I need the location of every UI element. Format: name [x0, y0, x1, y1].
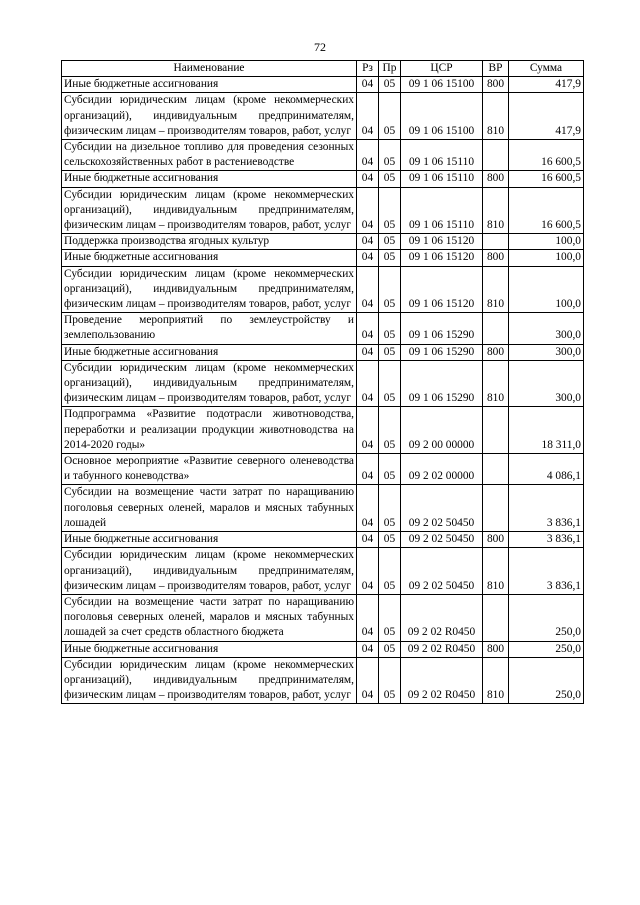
cell-vr: 810	[483, 360, 509, 407]
cell-vr: 810	[483, 548, 509, 595]
cell-name: Проведение мероприятий по землеустройству и землепользованию	[62, 313, 357, 344]
cell-csr: 09 1 06 15290	[401, 360, 483, 407]
cell-sum: 4 086,1	[509, 454, 584, 485]
column-header-vr: ВР	[483, 61, 509, 77]
cell-name: Иные бюджетные ассигнования	[62, 77, 357, 93]
cell-csr: 09 1 06 15120	[401, 266, 483, 313]
cell-rz: 04	[357, 77, 379, 93]
cell-name: Субсидии на дизельное топливо для проведения сезонных сельскохозяйственных работ в растениеводстве	[62, 140, 357, 171]
cell-rz: 04	[357, 532, 379, 548]
cell-name: Иные бюджетные ассигнования	[62, 532, 357, 548]
table-row	[62, 344, 584, 360]
cell-pr: 05	[379, 485, 401, 532]
cell-pr: 05	[379, 234, 401, 250]
page-number: 72	[314, 40, 326, 54]
table-row	[62, 266, 584, 313]
cell-pr: 05	[379, 140, 401, 171]
cell-rz: 04	[357, 140, 379, 171]
cell-name: Субсидии юридическим лицам (кроме некоммерческих организаций), индивидуальным предпринимателям, физическим лицам – производителям товаров, работ, услуг	[62, 187, 357, 234]
table-row	[62, 485, 584, 532]
cell-vr: 810	[483, 187, 509, 234]
cell-name: Подпрограмма «Развитие подотрасли животноводства, переработки и реализации продукции животноводства на 2014-2020 годы»	[62, 407, 357, 454]
cell-pr: 05	[379, 344, 401, 360]
cell-pr: 05	[379, 250, 401, 266]
table-row	[62, 313, 584, 344]
table-row	[62, 187, 584, 234]
cell-pr: 05	[379, 360, 401, 407]
cell-pr: 05	[379, 77, 401, 93]
cell-name: Субсидии юридическим лицам (кроме некоммерческих организаций), индивидуальным предпринимателям, физическим лицам – производителям товаров, работ, услуг	[62, 93, 357, 140]
cell-csr: 09 1 06 15290	[401, 313, 483, 344]
cell-name: Субсидии юридическим лицам (кроме некоммерческих организаций), индивидуальным предпринимателям, физическим лицам – производителям товаров, работ, услуг	[62, 266, 357, 313]
table-row	[62, 360, 584, 407]
cell-vr	[483, 234, 509, 250]
cell-rz: 04	[357, 187, 379, 234]
cell-pr: 05	[379, 548, 401, 595]
cell-pr: 05	[379, 313, 401, 344]
cell-csr: 09 1 06 15290	[401, 344, 483, 360]
cell-csr: 09 2 02 50450	[401, 548, 483, 595]
cell-rz: 04	[357, 485, 379, 532]
cell-sum: 417,9	[509, 93, 584, 140]
cell-name: Иные бюджетные ассигнования	[62, 171, 357, 187]
cell-sum: 250,0	[509, 594, 584, 641]
cell-vr	[483, 407, 509, 454]
table-row	[62, 532, 584, 548]
cell-vr: 810	[483, 266, 509, 313]
cell-name: Иные бюджетные ассигнования	[62, 641, 357, 657]
cell-vr: 800	[483, 171, 509, 187]
table-row	[62, 93, 584, 140]
cell-sum: 250,0	[509, 641, 584, 657]
cell-vr: 800	[483, 532, 509, 548]
cell-csr: 09 1 06 15100	[401, 93, 483, 140]
cell-rz: 04	[357, 266, 379, 313]
cell-csr: 09 2 02 50450	[401, 532, 483, 548]
cell-csr: 09 1 06 15110	[401, 140, 483, 171]
cell-vr: 800	[483, 344, 509, 360]
table-row	[62, 641, 584, 657]
cell-rz: 04	[357, 594, 379, 641]
column-header-csr: ЦСР	[401, 61, 483, 77]
column-header-sum: Сумма	[509, 61, 584, 77]
cell-pr: 05	[379, 594, 401, 641]
cell-sum: 16 600,5	[509, 140, 584, 171]
cell-csr: 09 2 02 50450	[401, 485, 483, 532]
cell-rz: 04	[357, 313, 379, 344]
cell-csr: 09 1 06 15110	[401, 187, 483, 234]
cell-vr: 800	[483, 77, 509, 93]
cell-sum: 18 311,0	[509, 407, 584, 454]
cell-pr: 05	[379, 266, 401, 313]
cell-vr: 810	[483, 93, 509, 140]
cell-name: Субсидии юридическим лицам (кроме некоммерческих организаций), индивидуальным предпринимателям, физическим лицам – производителям товаров, работ, услуг	[62, 360, 357, 407]
cell-rz: 04	[357, 407, 379, 454]
cell-csr: 09 1 06 15120	[401, 234, 483, 250]
cell-pr: 05	[379, 532, 401, 548]
cell-sum: 300,0	[509, 360, 584, 407]
cell-rz: 04	[357, 454, 379, 485]
table-row	[62, 407, 584, 454]
cell-pr: 05	[379, 171, 401, 187]
column-header-pr: Пр	[379, 61, 401, 77]
cell-csr: 09 2 02 R0450	[401, 594, 483, 641]
column-header-name: Наименование	[62, 61, 357, 77]
cell-sum: 3 836,1	[509, 485, 584, 532]
cell-rz: 04	[357, 344, 379, 360]
cell-sum: 100,0	[509, 266, 584, 313]
cell-vr	[483, 313, 509, 344]
cell-vr: 800	[483, 250, 509, 266]
cell-name: Субсидии на возмещение части затрат по наращиванию поголовья северных оленей, маралов и мясных табунных лошадей	[62, 485, 357, 532]
cell-sum: 16 600,5	[509, 171, 584, 187]
cell-csr: 09 2 02 R0450	[401, 641, 483, 657]
cell-rz: 04	[357, 234, 379, 250]
cell-vr	[483, 485, 509, 532]
table-row	[62, 234, 584, 250]
cell-csr: 09 2 00 00000	[401, 407, 483, 454]
cell-csr: 09 2 02 R0450	[401, 657, 483, 704]
cell-name: Основное мероприятие «Развитие северного оленеводства и табунного коневодства»	[62, 454, 357, 485]
cell-sum: 417,9	[509, 77, 584, 93]
cell-sum: 3 836,1	[509, 532, 584, 548]
table-row	[62, 171, 584, 187]
cell-rz: 04	[357, 657, 379, 704]
table-body	[62, 77, 584, 704]
table-row	[62, 250, 584, 266]
cell-pr: 05	[379, 641, 401, 657]
cell-pr: 05	[379, 407, 401, 454]
cell-rz: 04	[357, 171, 379, 187]
cell-rz: 04	[357, 93, 379, 140]
cell-vr	[483, 594, 509, 641]
cell-pr: 05	[379, 93, 401, 140]
cell-vr: 810	[483, 657, 509, 704]
cell-rz: 04	[357, 250, 379, 266]
cell-sum: 100,0	[509, 234, 584, 250]
cell-csr: 09 1 06 15100	[401, 77, 483, 93]
cell-rz: 04	[357, 548, 379, 595]
cell-sum: 16 600,5	[509, 187, 584, 234]
cell-name: Иные бюджетные ассигнования	[62, 344, 357, 360]
cell-name: Поддержка производства ягодных культур	[62, 234, 357, 250]
table-row	[62, 454, 584, 485]
cell-csr: 09 1 06 15120	[401, 250, 483, 266]
cell-name: Субсидии на возмещение части затрат по наращиванию поголовья северных оленей, маралов и мясных табунных лошадей за счет средств областного бюджета	[62, 594, 357, 641]
cell-rz: 04	[357, 360, 379, 407]
cell-name: Субсидии юридическим лицам (кроме некоммерческих организаций), индивидуальным предпринимателям, физическим лицам – производителям товаров, работ, услуг	[62, 548, 357, 595]
cell-pr: 05	[379, 657, 401, 704]
cell-pr: 05	[379, 454, 401, 485]
cell-vr: 800	[483, 641, 509, 657]
cell-vr	[483, 140, 509, 171]
table-row	[62, 657, 584, 704]
cell-sum: 300,0	[509, 344, 584, 360]
cell-csr: 09 2 02 00000	[401, 454, 483, 485]
cell-name: Иные бюджетные ассигнования	[62, 250, 357, 266]
table-row	[62, 594, 584, 641]
cell-sum: 100,0	[509, 250, 584, 266]
cell-sum: 3 836,1	[509, 548, 584, 595]
budget-table	[61, 60, 584, 704]
cell-pr: 05	[379, 187, 401, 234]
cell-rz: 04	[357, 641, 379, 657]
cell-sum: 250,0	[509, 657, 584, 704]
table-row	[62, 77, 584, 93]
cell-sum: 300,0	[509, 313, 584, 344]
cell-csr: 09 1 06 15110	[401, 171, 483, 187]
column-header-rz: Рз	[357, 61, 379, 77]
cell-name: Субсидии юридическим лицам (кроме некоммерческих организаций), индивидуальным предпринимателям, физическим лицам – производителям товаров, работ, услуг	[62, 657, 357, 704]
table-row	[62, 140, 584, 171]
cell-vr	[483, 454, 509, 485]
table-row	[62, 548, 584, 595]
table-header-row	[62, 61, 584, 77]
